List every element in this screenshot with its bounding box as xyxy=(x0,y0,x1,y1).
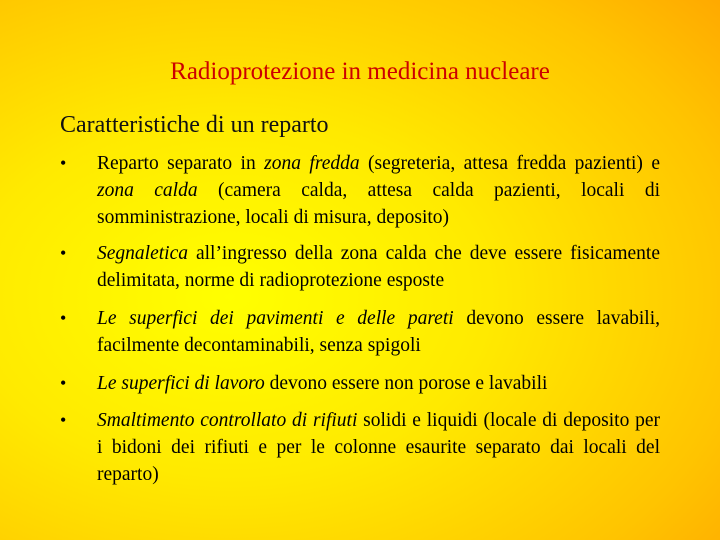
bullet-text: solidi e liquidi (locale di deposito per i bidoni dei rifiuti e per le colonne esaurite separato dai locali del reparto) xyxy=(97,410,660,485)
bullet-text: (camera calda, attesa calda pazienti, locali di somministrazione, locali di misura, deposito) xyxy=(97,180,660,228)
bullet-dot: • xyxy=(60,243,67,263)
bullet-dot: • xyxy=(60,308,67,328)
bullet-item xyxy=(60,407,660,488)
bullet-item xyxy=(60,370,660,397)
bullet-emphasis: zona calda xyxy=(97,180,198,201)
bullet-text: (segreteria, attesa fredda pazienti) e xyxy=(359,153,660,174)
slide-title: Radioprotezione in medicina nucleare xyxy=(170,58,550,85)
bullet-text: Reparto separato in xyxy=(97,153,265,174)
bullet-dot: • xyxy=(60,153,67,173)
bullet-emphasis: Le superfici di lavoro xyxy=(97,373,265,394)
bullet-emphasis: zona fredda xyxy=(264,153,360,174)
bullet-item xyxy=(60,150,660,231)
bullet-text: devono essere lavabili, facilmente decontaminabili, senza spigoli xyxy=(97,308,660,356)
bullet-list xyxy=(60,150,660,488)
bullet-emphasis: Segnaletica xyxy=(97,243,188,264)
bullet-emphasis: Le superfici dei pavimenti e delle pareti xyxy=(97,308,454,329)
bullet-dot: • xyxy=(60,410,67,430)
bullet-item xyxy=(60,305,660,359)
bullet-text: all’ingresso della zona calda che deve essere fisicamente delimitata, norme di radioprotezione esposte xyxy=(97,243,660,291)
bullet-dot: • xyxy=(60,373,67,393)
bullet-item xyxy=(60,240,660,294)
bullet-text: devono essere non porose e lavabili xyxy=(264,373,548,394)
slide-subtitle: Caratteristiche di un reparto xyxy=(60,112,329,138)
bullet-emphasis: Smaltimento controllato di rifiuti xyxy=(97,410,358,431)
